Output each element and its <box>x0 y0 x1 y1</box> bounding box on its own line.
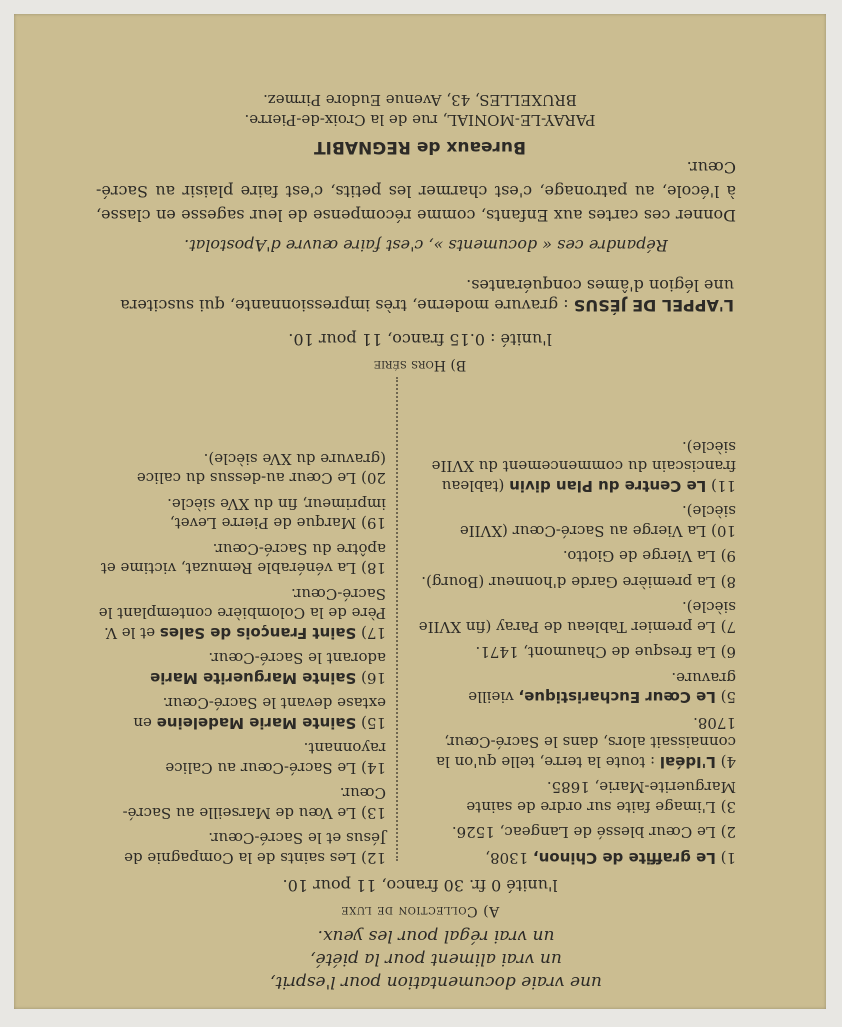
item-number: 10) <box>711 522 736 540</box>
item-number: 20) <box>361 469 386 488</box>
item-title: Sainte Marguerite Marie <box>150 669 357 687</box>
list-item <box>96 738 386 777</box>
item-description: Marque de Pierre Levet, imprimeur, fin du XVe siècle. <box>167 495 386 533</box>
item-description: Le Sacré-Cœur au Calice rayonnant. <box>165 739 386 777</box>
item-title: Le graffite de Chinon, <box>532 849 716 867</box>
item-number: 5) <box>720 688 736 707</box>
list-item <box>96 449 386 488</box>
item-description: Le premier Tableau de Paray (fin XVIIe siècle). <box>418 598 736 636</box>
list-item <box>406 501 736 540</box>
item-number: 9) <box>720 547 736 566</box>
item-description: adorant le Sacré-Cœur. <box>208 649 386 668</box>
item-number: 13) <box>361 804 386 822</box>
collection-b-title: B) Hors série <box>373 357 467 373</box>
list-item <box>406 777 736 816</box>
item-description: La vénérable Remuzat, victime et apôtre du Sacré-Cœur. <box>100 540 386 578</box>
list-item <box>406 597 736 636</box>
list-item <box>96 693 386 732</box>
list-item <box>96 584 386 643</box>
item-number: 18) <box>361 559 386 578</box>
right-column <box>96 443 386 868</box>
list-item <box>406 668 736 707</box>
column-divider <box>395 377 398 861</box>
item-description: Les saints de la Compagnie de Jésus et le Sacré-Cœur. <box>124 829 386 867</box>
item-description: La première Garde d'honneur (Bourg). <box>421 573 716 591</box>
collection-a-price: l'unité 0 fr. 30 franco, 11 pour 10. <box>282 876 558 895</box>
intro-line: un vrai régal pour les yeux. <box>317 926 555 946</box>
appel-description: : gravure moderne, très impressionnante, qui suscitera une légion d'âmes conquérantes. <box>120 276 734 315</box>
bureaux-heading: Bureaux de REGNABIT <box>314 137 526 157</box>
item-description: : toute la terre, telle qu'on la connaissait alors, dans le Sacré-Cœur, 1708. <box>436 714 736 771</box>
intro-text <box>106 924 766 993</box>
list-item <box>406 437 736 496</box>
item-title: Sainte Marie Madeleine <box>156 714 357 732</box>
item-description: 1308, <box>485 849 533 867</box>
item-number: 15) <box>361 714 386 732</box>
address-paray: PARAY-LE-MONIAL, rue de la Croix-de-Pierre. <box>244 111 596 129</box>
printed-page-upside-down <box>14 14 826 1009</box>
intro-line: une vraie documentation pour l'esprit, <box>270 972 602 992</box>
collection-a-title: A) Collection de luxe <box>340 903 500 919</box>
left-column <box>406 431 736 868</box>
item-description: Le Cœur blessé de Langeac, 1526. <box>451 823 716 842</box>
item-title: L'Idéal <box>659 753 716 771</box>
item-description: Le Cœur au-dessus du calice (gravure du XVe siècle). <box>136 450 386 488</box>
list-item <box>406 713 736 772</box>
list-item <box>406 848 736 868</box>
list-item <box>96 828 386 867</box>
list-item <box>96 539 386 578</box>
list-item <box>406 822 736 842</box>
paper-sheet <box>14 14 826 1009</box>
item-description: L'image faite sur ordre de sainte Marguerite-Marie, 1685. <box>466 778 736 816</box>
item-description: en extase devant le Sacré-Cœur. <box>133 694 386 732</box>
item-number: 7) <box>720 618 736 636</box>
apostolat-line: Répandre ces « documents », c'est faire œuvre d'Apostolat. <box>184 236 668 255</box>
item-title: Le Cœur Eucharistique, <box>518 688 716 707</box>
item-title: Saint François de Sales <box>159 624 357 642</box>
address-bruxelles: BRUXELLES, 43, Avenue Eudore Pirmez. <box>263 91 577 109</box>
item-description: Le Vœu de Marseille au Sacré-Cœur. <box>122 784 386 822</box>
item-number: 4) <box>720 753 736 771</box>
item-number: 6) <box>720 643 736 662</box>
intro-line: un vrai aliment pour la piété, <box>310 949 562 969</box>
item-description: et le V. Père de la Colombière contemplant le Sacré-Cœur. <box>98 585 386 642</box>
list-item <box>96 494 386 533</box>
list-item <box>96 648 386 687</box>
enfants-paragraph: Donner ces cartes aux Enfants, comme récompense de leur sagesse en classe, à l'école, au patronage, c'est charmer les petits, c'est faire plaisir au Sacré-Cœur. <box>96 158 736 225</box>
item-number: 12) <box>361 849 386 867</box>
item-number: 1) <box>720 849 736 867</box>
item-number: 3) <box>720 798 736 816</box>
item-description: La Vierge au Sacré-Cœur (XVIIe siècle). <box>459 502 736 540</box>
item-number: 19) <box>361 514 386 533</box>
item-number: 11) <box>711 477 736 495</box>
collection-b-price: l'unité : 0.15 franco, 11 pour 10. <box>288 330 552 349</box>
list-item <box>406 546 736 566</box>
item-description: La Vierge de Giotto. <box>562 547 716 566</box>
item-number: 17) <box>361 624 386 642</box>
item-description: (tableau franciscain du commencement du XVIIe siècle). <box>431 438 736 495</box>
item-title: Le Centre du Plan divin <box>509 477 707 495</box>
item-number: 14) <box>361 759 386 777</box>
list-item <box>96 783 386 822</box>
item-number: 16) <box>361 669 386 687</box>
list-item <box>406 642 736 662</box>
appel-paragraph <box>94 275 734 315</box>
item-description: vieille gravure. <box>468 669 736 707</box>
item-number: 2) <box>720 823 736 842</box>
item-description: La fresque de Chaumont, 1471. <box>475 643 716 662</box>
list-item <box>406 572 736 592</box>
item-number: 8) <box>720 573 736 591</box>
appel-title: L'APPEL DE JÉSUS <box>573 296 734 315</box>
